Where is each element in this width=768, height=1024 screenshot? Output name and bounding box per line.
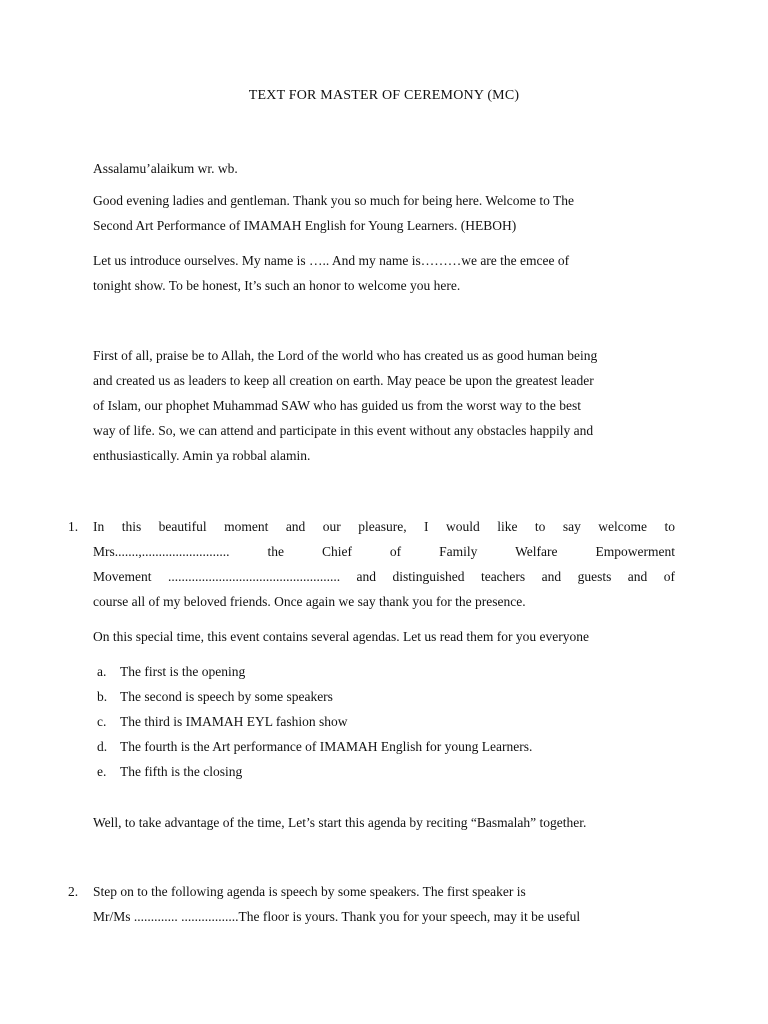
agenda-letter: b.	[97, 689, 108, 704]
praise-line: of Islam, our phophet Muhammad SAW who has guided us from the worst way to the best	[93, 398, 581, 413]
item2-paragraph	[93, 879, 675, 929]
agenda-letter: e.	[97, 764, 107, 779]
item1-line: Mrs.......,.......................... the Chief of Family Welfare Empowerment	[93, 544, 675, 559]
intro-line: tonight show. To be honest, It’s such an honor to welcome you here.	[93, 278, 461, 293]
item1-line: In this beautiful moment and our pleasure, I would like to say welcome to	[93, 519, 675, 534]
item1-line: course all of my beloved friends. Once again we say thank you for the presence.	[93, 594, 526, 609]
agenda-item: The first is the opening	[120, 664, 246, 679]
agenda-letter: d.	[97, 739, 108, 754]
welcome-paragraph	[93, 188, 675, 238]
item-number: 1.	[68, 519, 79, 534]
intro-line: Let us introduce ourselves. My name is ….. And my name is………we are the emcee of	[93, 253, 570, 268]
agenda-item: The second is speech by some speakers	[120, 689, 333, 704]
item-number: 2.	[68, 884, 79, 899]
praise-line: First of all, praise be to Allah, the Lord of the world who has created us as good human being	[93, 348, 598, 363]
welcome-line: Good evening ladies and gentleman. Thank you so much for being here. Welcome to The	[93, 193, 575, 208]
agenda-closing: Well, to take advantage of the time, Let’s start this agenda by reciting “Basmalah” together.	[93, 815, 587, 830]
praise-paragraph	[93, 343, 675, 468]
intro-paragraph	[93, 248, 675, 298]
welcome-line: Second Art Performance of IMAMAH English for Young Learners. (HEBOH)	[93, 218, 517, 233]
agenda-letter: c.	[97, 714, 107, 729]
item1-line: Movement ................................................... and distinguished teachers and guests and of	[93, 569, 675, 584]
praise-line: way of life. So, we can attend and participate in this event without any obstacles happily and	[93, 423, 594, 438]
agenda-item: The fifth is the closing	[120, 764, 243, 779]
agenda-intro: On this special time, this event contains several agendas. Let us read them for you everyone	[93, 629, 589, 644]
greeting-paragraph: Assalamu’alaikum wr. wb.	[93, 161, 238, 176]
item1-paragraph	[93, 514, 675, 614]
praise-line: enthusiastically. Amin ya robbal alamin.	[93, 448, 311, 463]
item2-line: Mr/Ms ............. .................The floor is yours. Thank you for your speech, may it be useful	[93, 909, 581, 924]
praise-line: and created us as leaders to keep all creation on earth. May peace be upon the greatest leader	[93, 373, 594, 388]
agenda-letter: a.	[97, 664, 107, 679]
agenda-item: The third is IMAMAH EYL fashion show	[120, 714, 348, 729]
agenda-item: The fourth is the Art performance of IMAMAH English for young Learners.	[120, 739, 533, 754]
item2-line: Step on to the following agenda is speech by some speakers. The first speaker is	[93, 884, 526, 899]
document-title: TEXT FOR MASTER OF CEREMONY (MC)	[248, 88, 520, 103]
